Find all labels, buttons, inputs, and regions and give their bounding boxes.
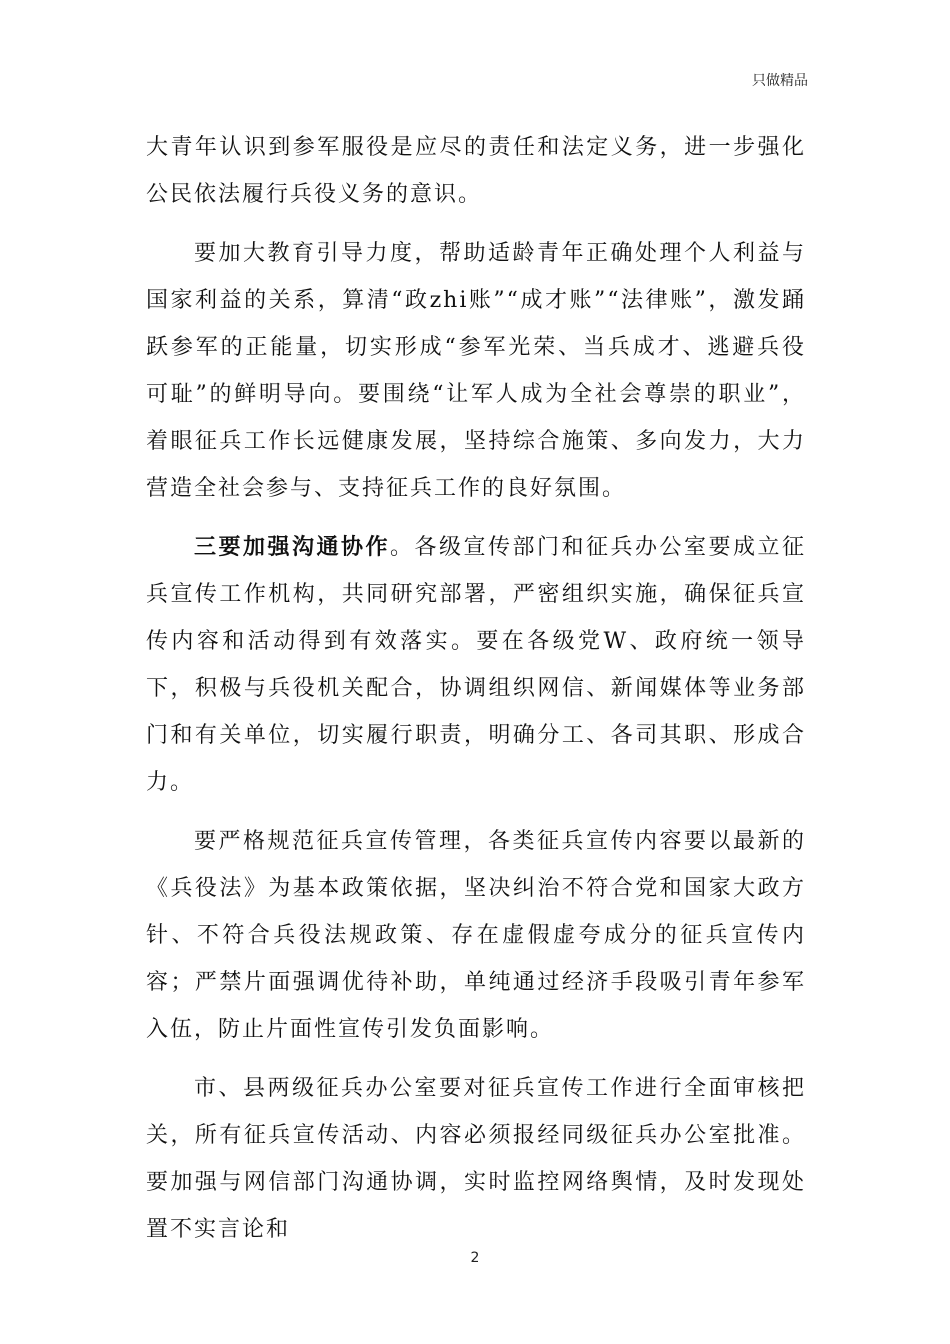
paragraph [146,1065,806,1253]
paragraph [146,230,806,512]
paragraph-text: 要严格规范征兵宣传管理，各类征兵宣传内容要以最新的《兵役法》为基本政策依据，坚决纠治不符合党和国家大政方针、不符合兵役法规政策、存在虚假虚夸成分的征兵宣传内容；严禁片面强调优待补助，单纯通过经济手段吸引青年参军入伍，防止片面性宣传引发负面影响。 [146,829,806,1042]
paragraph-text: 要加大教育引导力度，帮助适龄青年正确处理个人利益与国家利益的关系，算清“政zhi账”“成才账”“法律账”，激发踊跃参军的正能量，切实形成“参军光荣、当兵成才、逃避兵役可耻”的鲜明导向。要围绕“让军人成为全社会尊崇的职业”，着眼征兵工作长远健康发展，坚持综合施策、多向发力，大力营造全社会参与、支持征兵工作的良好氛围。 [146,241,806,501]
paragraph-heading: 三要加强沟通协作 [194,535,390,560]
paragraph-text: 市、县两级征兵办公室要对征兵宣传工作进行全面审核把关，所有征兵宣传活动、内容必须报经同级征兵办公室批准。要加强与网信部门沟通协调，实时监控网络舆情，及时发现处置不实言论和 [146,1076,806,1242]
paragraph-continuation [146,124,806,218]
page-body [146,124,806,1265]
paragraph-with-heading [146,524,806,806]
paragraph [146,818,806,1053]
header-tag: 只做精品 [752,73,808,89]
paragraph-text: 大青年认识到参军服役是应尽的责任和法定义务，进一步强化公民依法履行兵役义务的意识。 [146,135,806,207]
paragraph-text: 。各级宣传部门和征兵办公室要成立征兵宣传工作机构，共同研究部署，严密组织实施，确保征兵宣传内容和活动得到有效落实。要在各级党W、政府统一领导下，积极与兵役机关配合，协调组织网信、新闻媒体等业务部门和有关单位，切实履行职责，明确分工、各司其职、形成合力。 [146,535,806,795]
page-number: 2 [470,1250,480,1266]
